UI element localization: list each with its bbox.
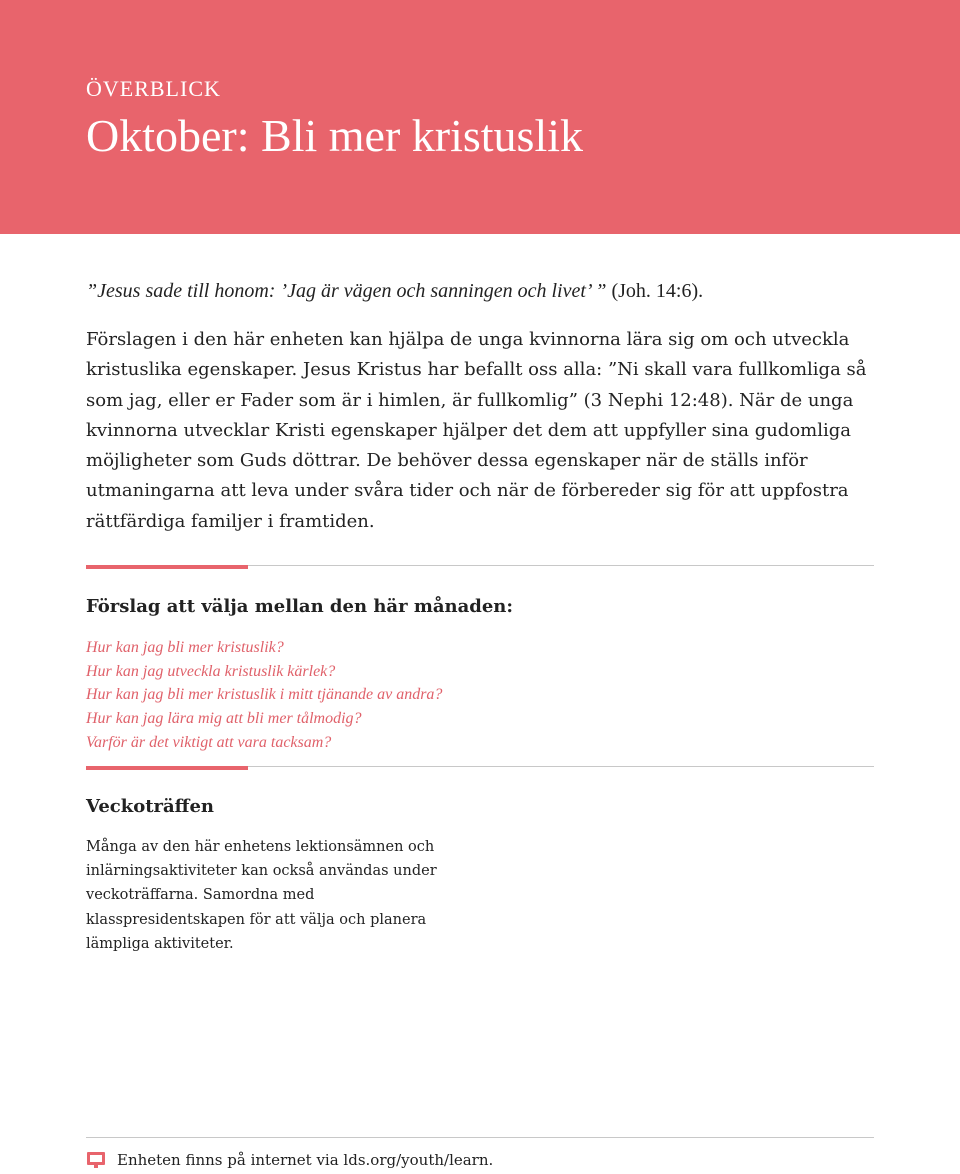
header-banner xyxy=(0,0,960,234)
footer-text: Enheten finns på internet via lds.org/youth/learn. xyxy=(117,1151,494,1169)
suggestion-link[interactable]: Hur kan jag lära mig att bli mer tålmodig? xyxy=(86,710,362,728)
page-title: Oktober: Bli mer kristuslik xyxy=(86,110,584,161)
monitor-icon xyxy=(86,1150,106,1170)
suggestion-link[interactable]: Varför är det viktigt att vara tacksam? xyxy=(86,733,332,751)
quote-text: ”Jesus sade till honom: ’Jag är vägen och sanningen och livet’ ” xyxy=(86,280,607,302)
section-divider xyxy=(86,766,874,770)
weekly-paragraph: Många av den här enhetens lektionsämnen och inlärningsaktiviteter kan också användas under veckoträffarna. Samordna med klasspresidentskapen för att välja och planera lämpliga aktiviteter. xyxy=(86,839,437,952)
quote-reference: (Joh. 14:6). xyxy=(606,280,704,302)
divider-line xyxy=(248,766,874,767)
suggestions-heading: Förslag att välja mellan den här månaden: xyxy=(86,596,514,617)
weekly-heading: Veckoträffen xyxy=(86,796,214,817)
scripture-quote xyxy=(86,277,886,305)
suggestion-link[interactable]: Hur kan jag bli mer kristuslik? xyxy=(86,639,284,656)
divider-line xyxy=(248,565,874,566)
divider-accent xyxy=(86,565,248,569)
section-divider xyxy=(86,565,874,569)
suggestions-list xyxy=(86,636,442,755)
divider-accent xyxy=(86,766,248,770)
suggestion-link[interactable]: Hur kan jag bli mer kristuslik i mitt tjänande av andra? xyxy=(86,686,443,704)
suggestion-link[interactable]: Hur kan jag utveckla kristuslik kärlek? xyxy=(86,662,336,680)
section-eyebrow: ÖVERBLICK xyxy=(86,76,221,101)
footer xyxy=(86,1148,493,1172)
footer-divider xyxy=(86,1137,874,1138)
intro-paragraph: Förslagen i den här enheten kan hjälpa de unga kvinnorna lära sig om och utveckla kristuslika egenskaper. Jesus Kristus har befallt oss alla: ”Ni skall vara fullkomliga så som jag, eller er Fader som är i himlen, är fullkomlig” (3 Nephi 12:48). När de unga kvinnorna utvecklar Kristi egenskaper hjälper det dem att uppfyller sina gudomliga möjligheter som Guds döttrar. De behöver dessa egenskaper när de ställs inför utmaningarna att leva under svåra tider och när de förbereder sig för att uppfostra rättfärdiga familjer i framtiden. xyxy=(86,329,867,532)
